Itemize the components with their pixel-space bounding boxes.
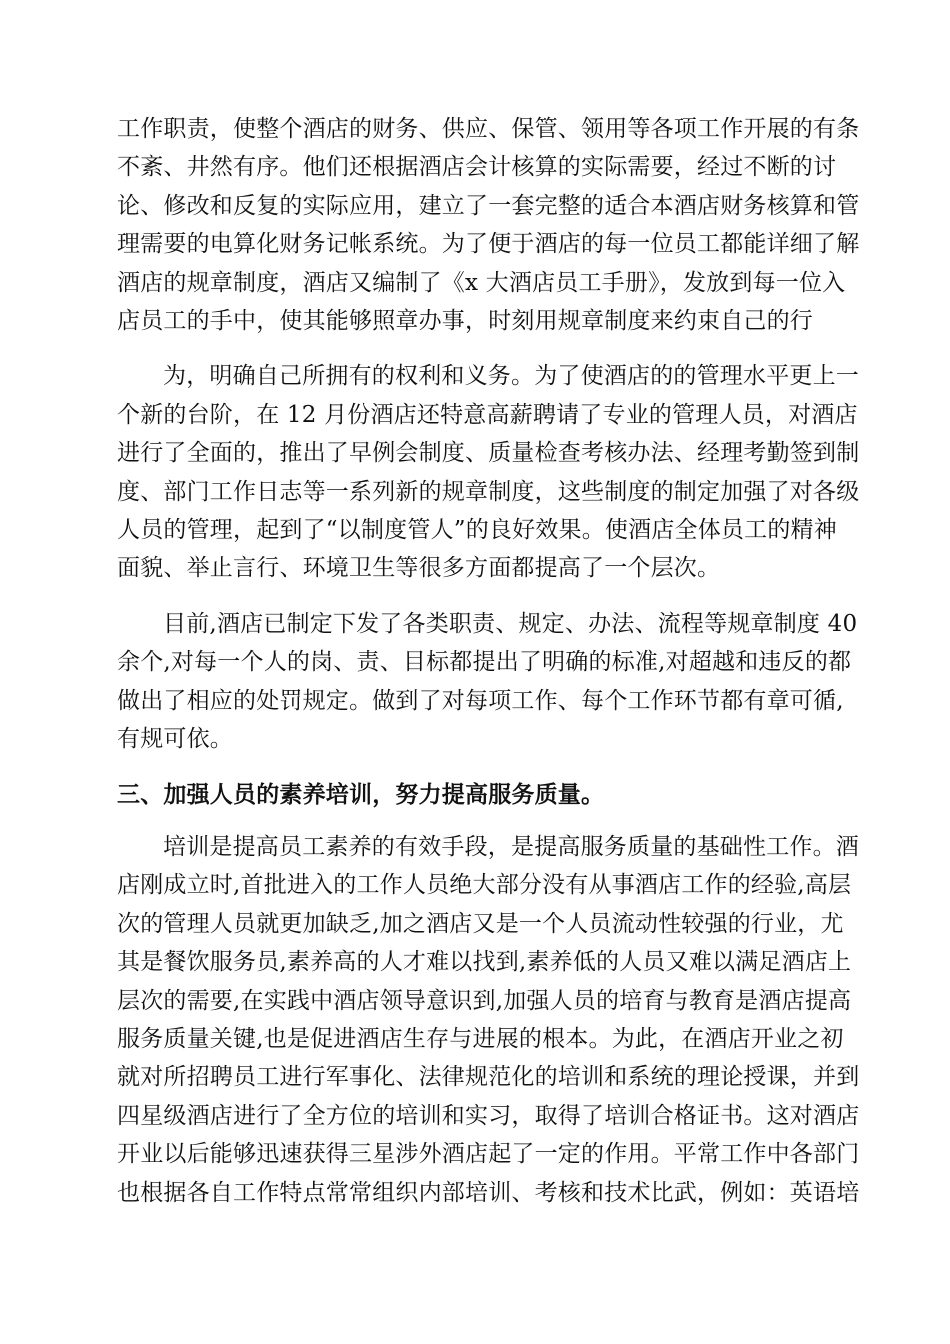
- text-line: 论、修改和反复的实际应用，建立了一套完整的适合本酒店财务核算和管: [117, 192, 860, 219]
- text-line: 不紊、井然有序。他们还根据酒店会计核算的实际需要，经过不断的讨: [117, 154, 837, 181]
- text-line: 为，明确自己所拥有的权利和义务。为了使酒店的的管理水平更上一: [163, 363, 859, 390]
- paragraph-3: [117, 605, 858, 759]
- text-line: 个新的台阶，在 12 月份酒店还特意高薪聘请了专业的管理人员，对酒店: [117, 401, 858, 428]
- paragraph-1: [117, 110, 860, 340]
- text-line: 余个,对每一个人的岗、责、目标都提出了明确的标准,对超越和违反的都: [117, 649, 852, 676]
- text-line: 进行了全面的，推出了早例会制度、质量检查考核办法、经理考勤签到制: [117, 440, 860, 467]
- text-line: 店员工的手中，使其能够照章办事，时刻用规章制度来约束自己的行: [117, 308, 813, 335]
- text-line: 度、部门工作日志等一系列新的规章制度，这些制度的制定加强了对各级: [117, 478, 860, 505]
- text-line: 店刚成立时,首批进入的工作人员绝大部分没有从事酒店工作的经验,高层: [117, 872, 852, 899]
- text-line: 培训是提高员工素养的有效手段，是提高服务质量的基础性工作。酒: [163, 833, 859, 860]
- text-line: 面貌、举止言行、环境卫生等很多方面都提高了一个层次。: [117, 555, 721, 582]
- text-line: 人员的管理，起到了“以制度管人”的良好效果。使酒店全体员工的精神: [117, 517, 837, 544]
- paragraph-2: [117, 357, 860, 587]
- text-line: 四星级酒店进行了全方位的培训和实习，取得了培训合格证书。这对酒店: [117, 1102, 860, 1129]
- text-line: 有规可依。: [117, 726, 233, 753]
- text-line: 目前,酒店已制定下发了各类职责、规定、办法、流程等规章制度 40: [163, 610, 858, 637]
- text-line: 次的管理人员就更加缺乏,加之酒店又是一个人员流动性较强的行业，尤: [117, 910, 844, 937]
- text-line: 服务质量关键,也是促进酒店生存与进展的根本。为此，在酒店开业之初: [117, 1025, 844, 1052]
- document-page: [117, 110, 860, 1212]
- text-line: 做出了相应的处罚规定。做到了对每项工作、每个工作环节都有章可循,: [117, 687, 844, 714]
- text-line: 理需要的电算化财务记帐系统。为了便于酒店的每一位员工都能详细了解: [117, 231, 860, 258]
- section-heading: 三、加强人员的素养培训，努力提高服务质量。: [117, 780, 605, 808]
- paragraph-4: [117, 828, 860, 1212]
- text-line: 层次的需要,在实践中酒店领导意识到,加强人员的培育与教育是酒店提高: [117, 987, 852, 1014]
- text-line: 也根据各自工作特点常常组织内部培训、考核和技术比武，例如：英语培: [117, 1179, 860, 1206]
- text-line: 其是餐饮服务员,素养高的人才难以找到,素养低的人员又难以满足酒店上: [117, 949, 852, 976]
- text-line: 开业以后能够迅速获得三星涉外酒店起了一定的作用。平常工作中各部门: [117, 1141, 860, 1168]
- text-line: 就对所招聘员工进行军事化、法律规范化的培训和系统的理论授课，并到: [117, 1064, 860, 1091]
- text-line: 工作职责，使整个酒店的财务、供应、保管、领用等各项工作开展的有条: [117, 116, 860, 142]
- text-line: 酒店的规章制度，酒店又编制了《x 大酒店员工手册》，发放到每一位入: [117, 269, 846, 296]
